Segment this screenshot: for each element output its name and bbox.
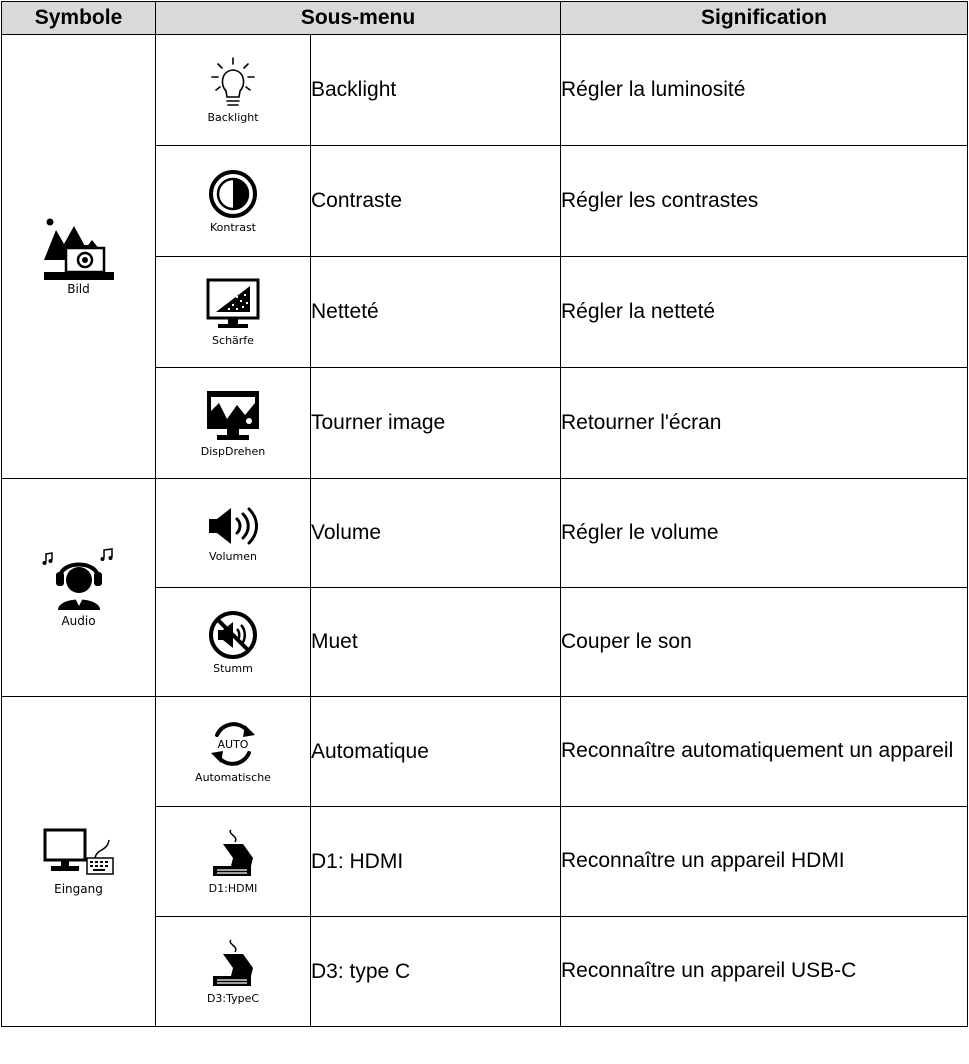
- submenu-label: Backlight: [311, 35, 561, 146]
- table-row: [2, 697, 968, 807]
- group-eingang: [2, 697, 156, 1027]
- group-bild: [2, 35, 156, 479]
- icon-caption: Volumen: [209, 549, 257, 563]
- meaning-text: Reconnaître un appareil HDMI: [561, 807, 968, 917]
- icon-cell-contraste: [156, 146, 311, 257]
- icon-caption: D3:TypeC: [206, 992, 260, 1005]
- rotate-display-icon: [205, 389, 261, 443]
- picture-camera-icon: [44, 218, 114, 280]
- header-symbole: Symbole: [2, 2, 156, 35]
- icon-cell-tourner: [156, 368, 311, 479]
- icon-caption: Backlight: [207, 110, 259, 124]
- header-sous-menu: Sous-menu: [156, 2, 561, 35]
- usb-c-cable-icon: [209, 938, 257, 990]
- group-label-audio: Audio: [61, 613, 96, 628]
- headphones-person-icon: [42, 548, 116, 612]
- submenu-label: Automatique: [311, 697, 561, 807]
- menu-table: [1, 1, 968, 1027]
- submenu-label: Volume: [311, 479, 561, 588]
- meaning-text: Régler les contrastes: [561, 146, 968, 257]
- icon-cell-typec: [156, 917, 311, 1027]
- submenu-label: D3: type C: [311, 917, 561, 1027]
- meaning-text: Retourner l'écran: [561, 368, 968, 479]
- meaning-text: Régler la luminosité: [561, 35, 968, 146]
- contrast-circle-icon: [208, 169, 258, 219]
- icon-cell-hdmi: [156, 807, 311, 917]
- icon-cell-volume: [156, 479, 311, 588]
- icon-cell-muet: [156, 588, 311, 697]
- meaning-text: Régler le volume: [561, 479, 968, 588]
- submenu-label: Contraste: [311, 146, 561, 257]
- mute-speaker-icon: [208, 610, 258, 660]
- icon-caption: Stumm: [213, 661, 253, 675]
- auto-icon-text: AUTO: [217, 738, 249, 751]
- group-label-eingang: Eingang: [54, 881, 103, 896]
- group-audio: [2, 479, 156, 697]
- group-label-bild: Bild: [67, 281, 90, 296]
- icon-caption: Schärfe: [212, 333, 254, 347]
- table-row: [2, 479, 968, 588]
- icon-cell-nettete: [156, 257, 311, 368]
- meaning-text: Reconnaître un appareil USB-C: [561, 917, 968, 1027]
- icon-caption: Automatische: [195, 771, 271, 784]
- speaker-volume-icon: [207, 504, 259, 548]
- auto-refresh-icon: [205, 719, 261, 769]
- submenu-label: D1: HDMI: [311, 807, 561, 917]
- monitor-keyboard-icon: [43, 828, 115, 880]
- icon-caption: D1:HDMI: [208, 882, 258, 895]
- icon-caption: Kontrast: [210, 220, 256, 234]
- submenu-label: Muet: [311, 588, 561, 697]
- hdmi-cable-icon: [209, 828, 257, 880]
- meaning-text: Couper le son: [561, 588, 968, 697]
- icon-caption: DispDrehen: [200, 444, 266, 458]
- submenu-label: Tourner image: [311, 368, 561, 479]
- table-row: [2, 35, 968, 146]
- header-signification: Signification: [561, 2, 968, 35]
- icon-cell-automatique: [156, 697, 311, 807]
- meaning-text: Reconnaître automatiquement un appareil: [561, 697, 968, 807]
- meaning-text: Régler la netteté: [561, 257, 968, 368]
- sharpness-monitor-icon: [206, 278, 260, 332]
- lightbulb-icon: [210, 57, 256, 109]
- icon-cell-backlight: [156, 35, 311, 146]
- header-row: [2, 2, 968, 35]
- submenu-label: Netteté: [311, 257, 561, 368]
